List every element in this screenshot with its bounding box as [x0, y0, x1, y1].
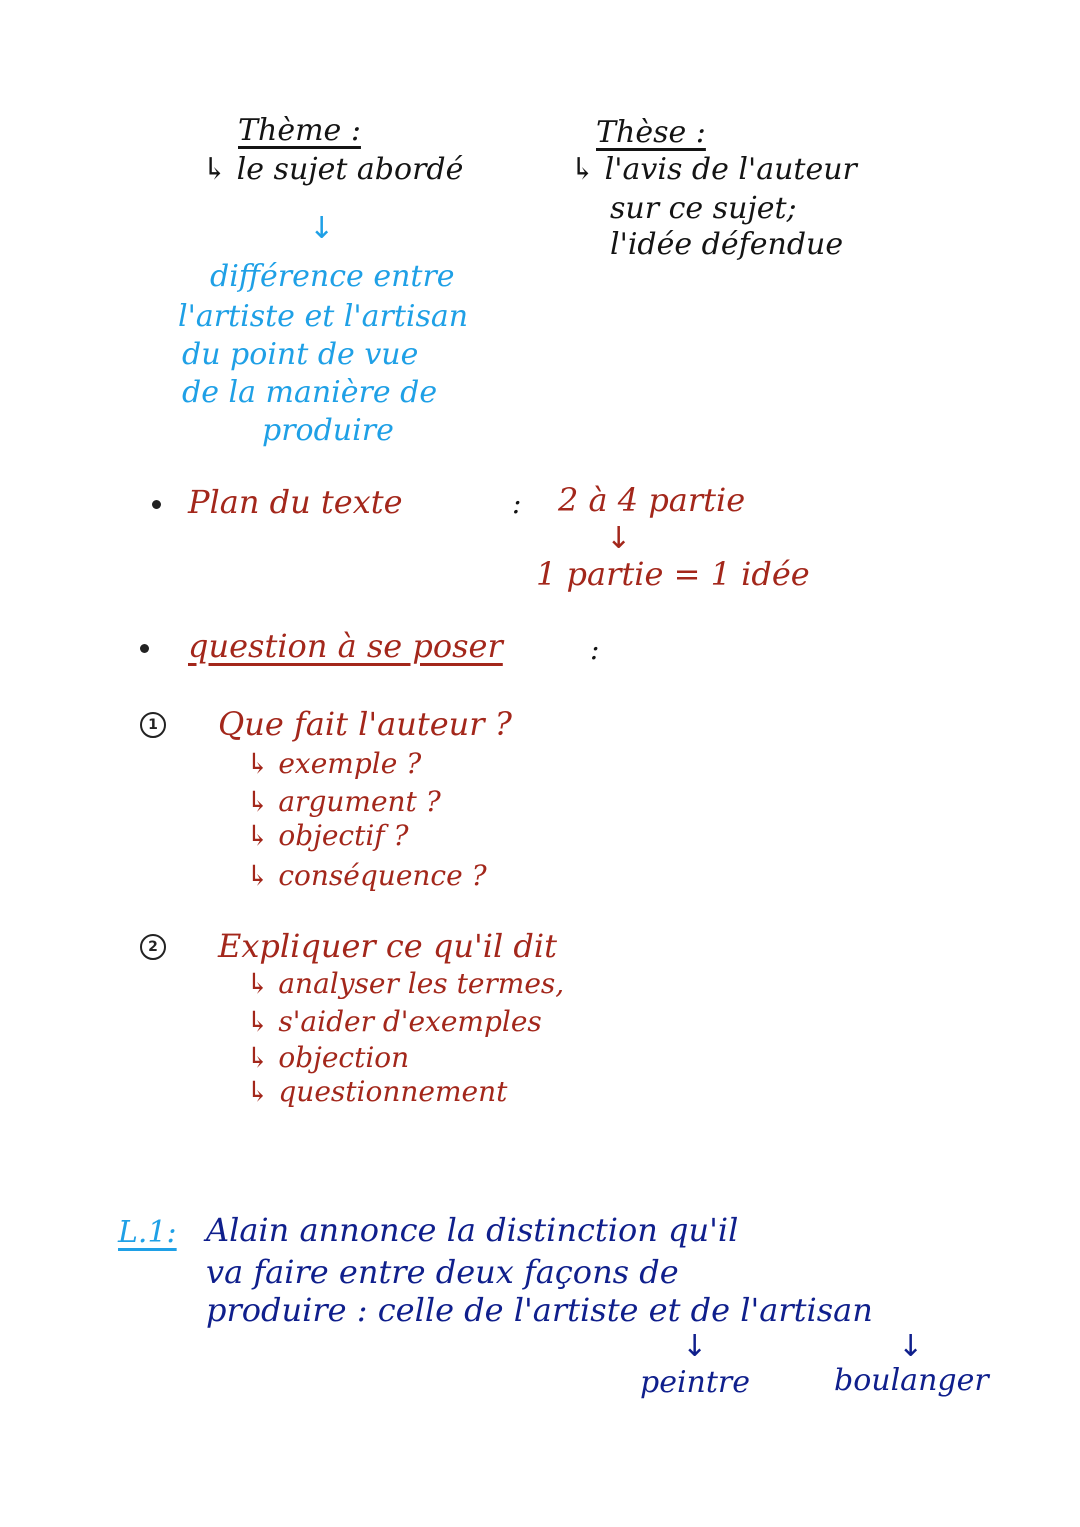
questions-colon: : [590, 633, 600, 666]
theme-detail-line: du point de vue [182, 337, 419, 372]
down-arrow-icon: ↓ [309, 211, 335, 246]
bullet-point [152, 500, 161, 509]
theme-definition: ↳ le sujet abordé [202, 152, 464, 187]
artisan-example: boulanger [834, 1363, 989, 1398]
these-definition-line3: l'idée défendue [610, 227, 844, 262]
number-one-icon: 1 [140, 712, 166, 738]
question-1-item: ↳ conséquence ? [246, 859, 487, 892]
down-arrow-icon: ↓ [682, 1329, 708, 1364]
these-definition-line2: sur ce sujet; [610, 191, 797, 226]
artiste-example: peintre [640, 1365, 751, 1400]
question-2-item: ↳ objection [246, 1041, 410, 1074]
theme-detail-line: de la manière de [182, 375, 438, 410]
plan-colon: : [512, 487, 522, 520]
question-2-item: ↳ questionnement [246, 1075, 508, 1108]
question-1-item: ↳ objectif ? [246, 819, 409, 852]
theme-detail-line: l'artiste et l'artisan [178, 299, 469, 334]
theme-detail-line: produire [262, 413, 394, 448]
bullet-point [140, 644, 149, 653]
theme-detail-line: différence entre [210, 259, 455, 294]
these-definition: ↳ l'avis de l'auteur [570, 152, 857, 187]
down-arrow-icon: ↓ [606, 521, 632, 556]
line-reference: L.1: [118, 1215, 177, 1250]
l1-text-line: Alain annonce la distinction qu'il [206, 1211, 739, 1249]
plan-value: 2 à 4 partie [558, 481, 746, 519]
question-1-item: ↳ argument ? [246, 785, 441, 818]
plan-label: Plan du texte [188, 483, 403, 521]
l1-text-line: va faire entre deux façons de [206, 1253, 679, 1291]
question-1-title: Que fait l'auteur ? [218, 705, 512, 743]
question-2-item: ↳ s'aider d'exemples [246, 1005, 542, 1038]
theme-title: Thème : [238, 113, 361, 148]
down-arrow-icon: ↓ [898, 1329, 924, 1364]
l1-text-line: produire : celle de l'artiste et de l'artisan [206, 1291, 873, 1329]
number-two-icon: 2 [140, 934, 166, 960]
question-2-title: Expliquer ce qu'il dit [218, 927, 557, 965]
questions-heading: question à se poser [188, 627, 503, 665]
these-title: Thèse : [596, 115, 706, 150]
question-2-item: ↳ analyser les termes, [246, 967, 565, 1000]
question-1-item: ↳ exemple ? [246, 747, 422, 780]
plan-result: 1 partie = 1 idée [536, 555, 810, 593]
